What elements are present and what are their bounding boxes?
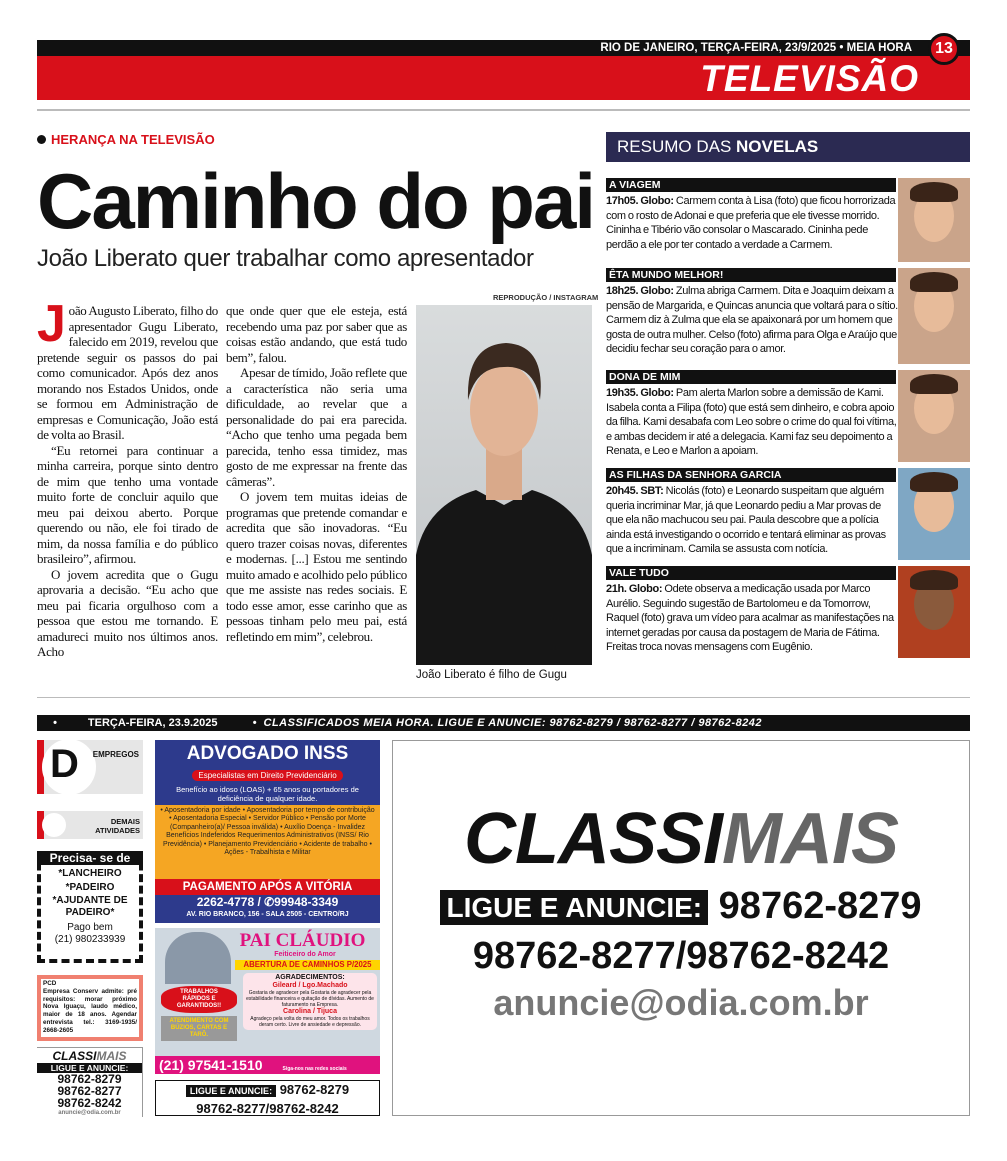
paragraph: que onde quer que ele esteja, está recebendo uma paz por saber que as coisas estão andando, que está tudo bem”, falou. [226,303,407,365]
cta: LIGUE E ANUNCIE: [440,890,708,925]
pai-line: ABERTURA DE CAMINHOS P/2025 [235,960,380,970]
pay-text: Pago bem [67,922,113,933]
photo-caption: João Liberato é filho de Gugu [416,669,567,681]
phone: 98762-8279 [279,1082,350,1097]
agradecimentos [243,973,377,1030]
novela-photo [898,178,970,262]
pai-claudio-ad [155,928,380,1074]
phone: (21) 980233939 [54,934,126,945]
brand: MAIS [722,799,899,879]
novela-summary: Zulma abriga Carmem. Dita e Joaquim deixam a pensão de Margarida, e Quincas anuncia que voltará para o sítio. Carmem diz à Zulma que ela se apaixonará por um homem que gosta de outra mulher. Celso (foto) afirma para Olga e Araújo que decidiu fechar seu coração para o amor. [606,285,898,356]
novela-title: DONA DE MIM [606,370,896,384]
novela-item [606,370,970,462]
pai-atend: ATENDIMENTO COM BÚZIOS, CARTAS E TARÔ. [161,1016,237,1041]
article-photo [416,305,592,665]
ligue-strip [155,1080,380,1116]
pai-name: PAI CLÁUDIO [239,930,366,951]
novelas-list [606,178,970,658]
phone: 98762-8277/98762-8242 [196,1101,339,1116]
novela-time: 19h35. Globo: [606,387,674,399]
novela-item [606,268,970,364]
demais-label: DEMAIS ATIVIDADES [95,817,140,835]
novela-photo [898,566,970,658]
empregos-letter: D [50,742,79,786]
job-item: *PADEIRO [65,882,115,893]
novelas-header [606,132,970,162]
cta: LIGUE E ANUNCIE: [37,1063,142,1073]
article-headline: Caminho do pai [37,157,594,245]
classimais-big-ad [392,740,970,1116]
portrait [165,932,231,984]
novela-time: 20h45. SBT: [606,485,664,497]
dateline: RIO DE JANEIRO, TERÇA-FEIRA, 23/9/2025 • MEIA HORA [37,40,970,56]
section-title: TELEVISÃO [700,58,919,99]
drop-cap: J [37,295,66,353]
inss-address: AV. RIO BRANCO, 156 - SALA 2505 - CENTRO/RJ [186,911,349,918]
brand: CLASSI [463,799,723,879]
agr-text: Agradeço pela volta do meu amor. Todos os trabalhos deram certo. Livre de ansiedade e depressão. [250,1016,370,1028]
novela-photo [898,468,970,560]
pcd-title: PCD [43,980,57,987]
novela-summary: Nicolás (foto) e Leonardo suspeitam que alguém queria incriminar Mar, já que Leonardo pediu a Mar provas de que ela não machucou seu pai. Paula descobre que a polícia ainda está investigando o ocorrido e tentará eliminar as provas que a incriminam. Camila se assusta com notícia. [606,485,886,556]
novela-summary: Carmem conta à Lisa (foto) que ficou horrorizada com o rosto de Adonai e que preferia que ele tivesse morrido. Cininha e Tibério vão consolar o Mascarado. Cininha pede perdão a ele por ter contado a verdade a Carmem. [606,195,896,251]
novela-photo [898,370,970,462]
pcd-ad [37,975,143,1041]
demais-category[interactable] [37,811,143,839]
empregos-category[interactable] [37,740,143,794]
novela-time: 17h05. Globo: [606,195,674,207]
inss-tag: Especialistas em Direito Previdenciário [192,770,342,781]
empregos-label: EMPREGOS [92,750,139,759]
phone: 98762-8279 [57,1072,122,1086]
pcd-text: Empresa Conserv admite: pré requisitos: morar próximo Nova Iguaçu, laudo médico, maior de 18 anos. Agendar entrevista tel.: 3169-1935/ 2668-2605 [43,987,137,1034]
article-kicker: HERANÇA NA TELEVISÃO [37,132,215,147]
phone: 98762-8242 [57,1096,122,1110]
paragraph: O jovem acredita que o Gugu aprovaria a decisão. “Eu acho que meu pai ficaria orgulhoso com a pessoa que estou me tornando. E amadureci muito nos últimos anos. Acho [37,566,218,659]
job-item: *AJUDANTE DE PADEIRO* [52,895,128,918]
brand: CLASSI [52,1049,97,1063]
novela-item [606,178,970,262]
phone: 98762-8279 [718,885,922,927]
novela-title: A VIAGEM [606,178,896,192]
inss-lead: Benefício ao idoso (LOAS) + 65 anos ou portadores de deficiência de qualquer idade. [176,785,359,803]
novela-title: VALE TUDO [606,566,896,580]
precisa-ad [37,851,143,963]
email: anuncie@odia.com.br [58,1110,121,1116]
inss-services: • Aposentadoria por idade • Aposentadoria por tempo de contribuição • Aposentadoria Especial • Servidor Público • Pensão por Morte (Companheiro(a)/ Pessoa inválida) • Auxílio Doença - Invalidez Benefícios Indeferidos Requerimentos Administrativos (INSS/ Rio Previdência) • Planejamento Previdenciário • Acidente de trabalho • Ações - Trabalhista e Militar [155,805,380,879]
agr-name: Gileard / Lgo.Machado [272,982,348,989]
agr-name: Carolina / Tijuca [283,1008,337,1015]
classifieds-bar: • TERÇA-FEIRA, 23.9.2025 • CLASSIFICADOS MEIA HORA. LIGUE E ANUNCIE: 98762-8279 / 98762-8277 / 98762-8242 [37,715,970,731]
paragraph: Apesar de tímido, João reflete que a característica não seria uma dificuldade, ao revelar que a personalidade do pai era parecida. “Acho que tenho uma pegada bem parecida, tenho essa timidez, mas gosto de me expressar na frente das câmeras”. [226,365,407,489]
novela-item [606,566,970,658]
novela-time: 18h25. Globo: [606,285,674,297]
pai-sub: Feiticeiro do Amor [274,951,336,958]
article-column-2 [226,303,407,644]
paragraph: O jovem tem muitas ideias de programas que pretende comandar e acredita que são inovadoras. “Eu quero trazer coisas novas, diferentes e modernas. [...] Estou me sentindo muito amado e acolhido pelo público que me assiste nas redes sociais. E todo esse amor, esse carinho que as pessoas tinham pelo meu pai, está refletindo em mim”, celebrou. [226,489,407,644]
page-number: 13 [928,33,960,65]
novela-title: AS FILHAS DA SENHORA GARCIA [606,468,896,482]
precisa-title: Precisa- se de [37,851,143,865]
phone: 98762-8277 [57,1084,122,1098]
job-item: *LANCHEIRO [58,868,122,879]
novelas-title-light: RESUMO DAS [617,137,737,156]
novela-summary: Pam alerta Marlon sobre a demissão de Kami. Isabela conta a Filipa (foto) que está sem dinheiro, e cobra apoio da filha. Kami desabafa com Leo sobre o crime do qual foi vítima, e ambas decidem ir até a delegacia. Kami faz seu depoimento a Renata, e Leo e Marlon a apoiam. [606,387,897,458]
inss-pay: PAGAMENTO APÓS A VITÓRIA [155,879,380,895]
inss-phones: 2262-4778 / ✆99948-3349 [196,895,339,909]
article-subtitle: João Liberato quer trabalhar como apresentador [37,245,534,272]
classifieds-bar-text: CLASSIFICADOS MEIA HORA. LIGUE E ANUNCIE: 98762-8279 / 98762-8277 / 98762-8242 [263,717,763,729]
classifieds-date: TERÇA-FEIRA, 23.9.2025 [87,717,218,729]
classimais-mini-ad [37,1047,143,1117]
novela-summary: Odete observa a medicação usada por Marco Aurélio. Seguindo sugestão de Bartolomeu e da Tomorrow, Raquel (foto) grava um vídeo para acalmar as manifestações na internet geradas por causa da postagem de Maria de Fátima. Freitas troca novas mensagens com Eugênio. [606,583,894,654]
inss-ad [155,740,380,923]
novela-title: ÊTA MUNDO MELHOR! [606,268,896,282]
paragraph: “Eu retornei para continuar a minha carreira, porque sinto dentro de mim que tenho uma vontade muito forte de concluir aquilo que meu pai deixou aberto. Porque querendo ou não, ele foi tirado de mim, da nossa família e do público brasileiro”, afirmou. [37,442,218,566]
novela-photo [898,268,970,364]
novela-time: 21h. Globo: [606,583,663,595]
divider [37,109,970,111]
divider [37,697,970,698]
inss-title: ADVOGADO INSS [186,743,349,764]
article-column-1 [37,295,218,660]
brand: MAIS [96,1049,127,1063]
pai-social: Siga-nos nas redes sociais [282,1066,347,1072]
pai-bubble: TRABALHOS RÁPIDOS E GARANTIDOS!! [161,986,237,1013]
agr-text: Gostaria de agradecer pela Gostaria de agradecer pela estabilidade financeira e quitação de dívidas. Aumento de faturamento na Empresa. [246,990,374,1008]
novelas-title-bold: NOVELAS [736,137,819,156]
agr-title: AGRADECIMENTOS: [275,974,345,981]
paragraph: oão Augusto Liberato, filho do apresentador Gugu Liberato, falecido em 2019, revelou que pretende seguir os passos do pai como comunicador. Após dez anos morando nos Estados Unidos, onde se formou em Administração de empresas e Comunicação, João está de volta ao Brasil. [37,303,218,442]
pai-phone: (21) 97541-1510 [159,1057,263,1073]
email: anuncie@odia.com.br [493,981,869,1023]
cta: LIGUE E ANUNCIE: [186,1085,276,1097]
novela-item [606,468,970,560]
photo-credit: REPRODUÇÃO / INSTAGRAM [493,293,599,302]
phone: 98762-8277/98762-8242 [472,934,890,977]
